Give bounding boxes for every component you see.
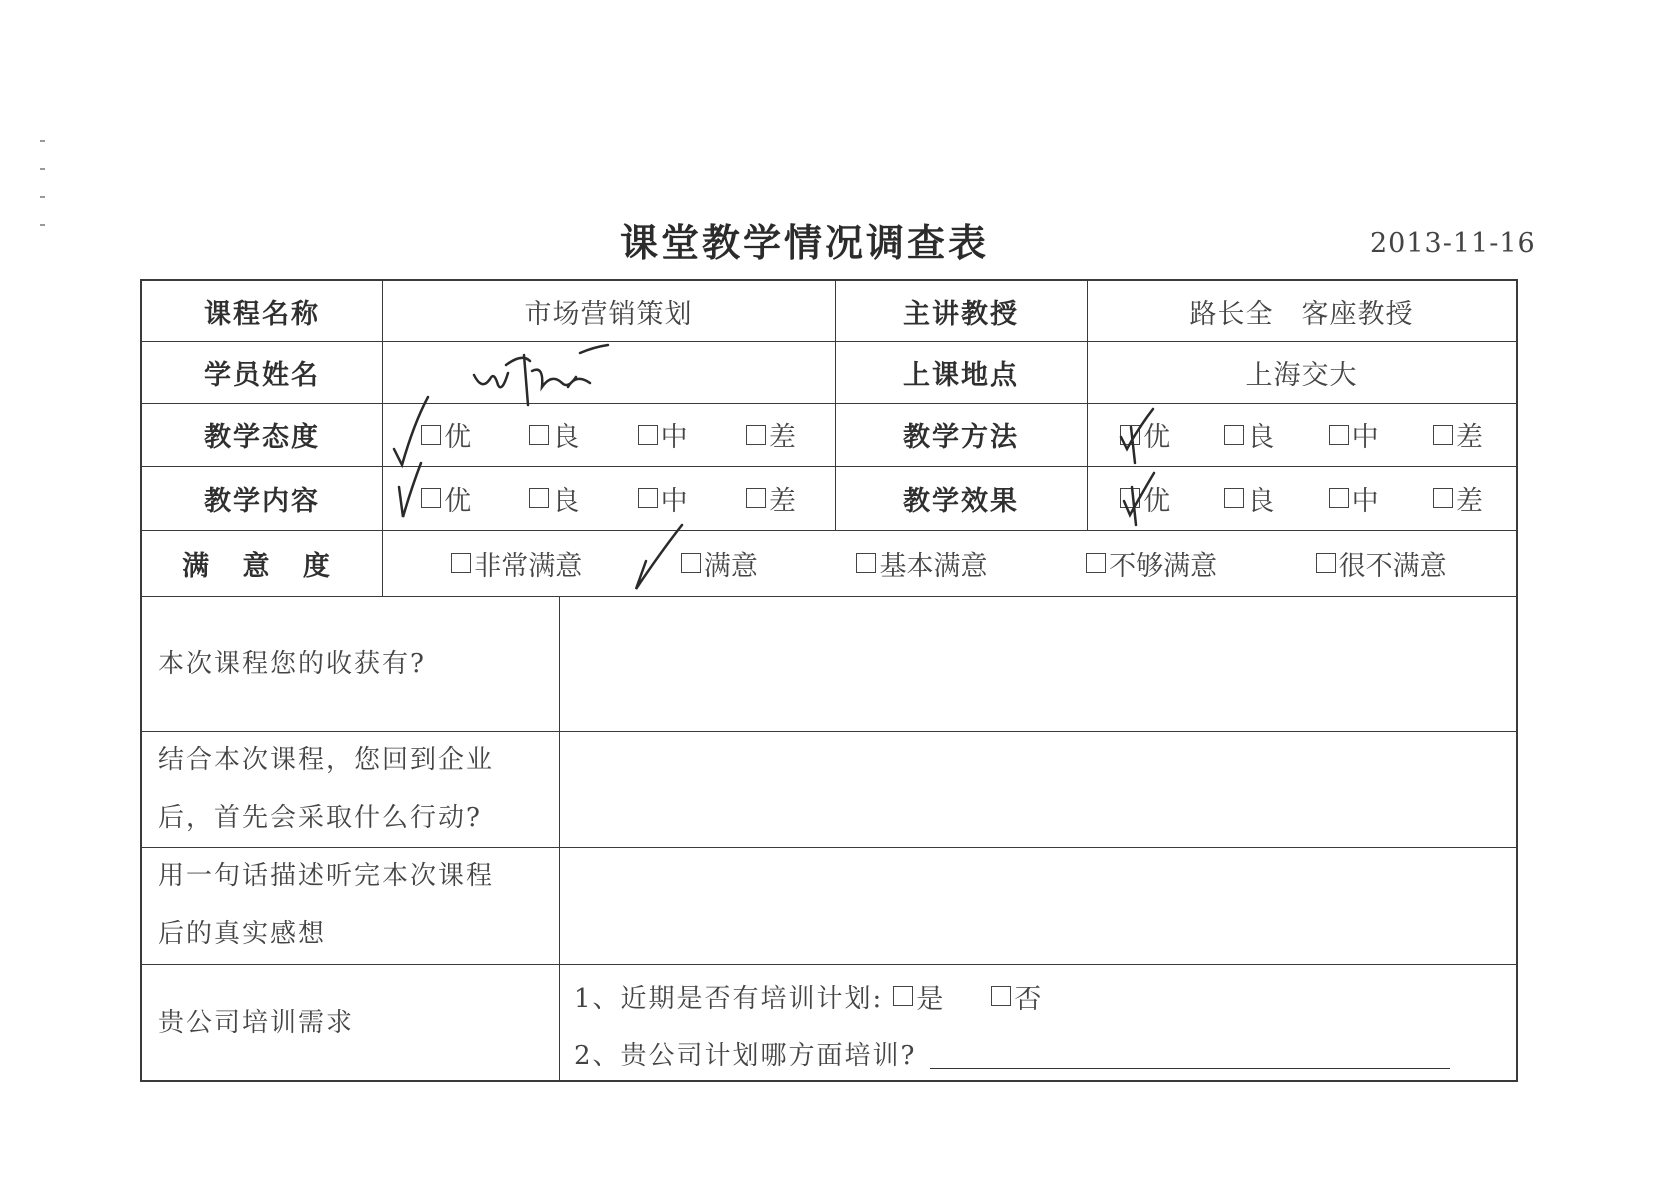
feeling-answer-field[interactable] bbox=[559, 847, 1516, 964]
satisfaction-option[interactable]: 满意 bbox=[681, 544, 758, 583]
checkbox[interactable] bbox=[893, 986, 913, 1006]
checkbox[interactable] bbox=[529, 488, 549, 508]
student-name-label: 学员姓名 bbox=[204, 359, 320, 391]
teaching-method-label: 教学方法 bbox=[903, 422, 1019, 453]
survey-form bbox=[140, 279, 1518, 1082]
training-area-question: 2、贵公司计划哪方面培训? bbox=[574, 1028, 1450, 1078]
checkbox[interactable] bbox=[746, 425, 766, 445]
satisfaction-option[interactable]: 非常满意 bbox=[451, 544, 582, 583]
gains-question: 本次课程您的收获有? bbox=[158, 648, 426, 679]
checkbox[interactable] bbox=[746, 488, 766, 508]
checkmark-satisfied bbox=[632, 523, 692, 593]
teaching-content-label: 教学内容 bbox=[204, 485, 320, 517]
training-plan-question: 1、近期是否有培训计划: 是 否 bbox=[574, 971, 1043, 1021]
teaching-attitude-option[interactable]: 中 bbox=[638, 415, 688, 454]
teaching-method-option[interactable]: 中 bbox=[1329, 415, 1379, 454]
action-answer-field[interactable] bbox=[559, 731, 1516, 847]
scan-marks bbox=[40, 140, 46, 252]
gains-answer-field[interactable] bbox=[559, 596, 1516, 731]
satisfaction-options bbox=[382, 530, 1516, 596]
training-needs-label: 贵公司培训需求 bbox=[158, 1008, 355, 1038]
teaching-attitude-label: 教学态度 bbox=[204, 422, 320, 453]
checkmark-effect-excellent bbox=[1122, 471, 1158, 531]
teaching-content-option[interactable]: 差 bbox=[746, 479, 796, 518]
checkbox[interactable] bbox=[991, 986, 1011, 1006]
teaching-content-option[interactable]: 良 bbox=[529, 479, 579, 518]
teaching-method-option[interactable]: 差 bbox=[1433, 415, 1483, 454]
checkbox[interactable] bbox=[638, 488, 658, 508]
training-area-field[interactable] bbox=[930, 1038, 1450, 1069]
teaching-method-option[interactable]: 良 bbox=[1224, 415, 1274, 454]
lecturer-label: 主讲教授 bbox=[903, 298, 1019, 330]
checkmark-attitude-excellent bbox=[392, 393, 432, 468]
checkbox[interactable] bbox=[1433, 488, 1453, 508]
satisfaction-option[interactable]: 很不满意 bbox=[1316, 544, 1447, 583]
checkbox[interactable] bbox=[1224, 425, 1244, 445]
teaching-method-option[interactable]: 优 bbox=[1120, 415, 1170, 454]
satisfaction-option[interactable]: 基本满意 bbox=[856, 544, 987, 583]
checkbox[interactable] bbox=[1224, 488, 1244, 508]
teaching-content-option[interactable]: 中 bbox=[638, 479, 688, 518]
feeling-question: 用一句话描述听完本次课程 后的真实感想 bbox=[158, 861, 495, 949]
action-question: 结合本次课程，您回到企业 后，首先会采取什么行动? bbox=[158, 745, 495, 833]
location-label: 上课地点 bbox=[903, 359, 1019, 391]
checkbox[interactable] bbox=[1329, 488, 1349, 508]
teaching-attitude-option[interactable]: 优 bbox=[421, 415, 471, 454]
checkmark-method-excellent bbox=[1119, 407, 1159, 467]
teaching-attitude-option[interactable]: 良 bbox=[529, 415, 579, 454]
checkbox[interactable] bbox=[529, 425, 549, 445]
checkbox[interactable] bbox=[638, 425, 658, 445]
teaching-effect-option[interactable]: 优 bbox=[1120, 479, 1170, 518]
checkbox[interactable] bbox=[856, 553, 876, 573]
teaching-content-option[interactable]: 优 bbox=[421, 479, 471, 518]
teaching-effect-label: 教学效果 bbox=[903, 485, 1019, 517]
teaching-effect-option[interactable]: 差 bbox=[1433, 479, 1483, 518]
checkbox[interactable] bbox=[1316, 553, 1336, 573]
checkbox[interactable] bbox=[1433, 425, 1453, 445]
form-date: 2013-11-16 bbox=[1370, 228, 1536, 259]
teaching-content-options bbox=[382, 466, 835, 530]
training-plan-no[interactable]: 否 bbox=[991, 977, 1043, 1016]
course-name-label: 课程名称 bbox=[204, 298, 320, 330]
teaching-attitude-option[interactable]: 差 bbox=[746, 415, 796, 454]
teaching-effect-option[interactable]: 良 bbox=[1224, 479, 1274, 518]
checkmark-content-excellent bbox=[395, 461, 425, 521]
teaching-effect-option[interactable]: 中 bbox=[1329, 479, 1379, 518]
training-plan-yes[interactable]: 是 bbox=[893, 977, 945, 1016]
checkbox[interactable] bbox=[1329, 425, 1349, 445]
satisfaction-option[interactable]: 不够满意 bbox=[1086, 544, 1217, 583]
checkbox[interactable] bbox=[1086, 553, 1106, 573]
satisfaction-label: 满 意 度 bbox=[182, 550, 342, 582]
location-value: 上海交大 bbox=[1245, 359, 1358, 391]
page-title: 课堂教学情况调查表 bbox=[620, 221, 990, 265]
course-name-value: 市场营销策划 bbox=[524, 298, 693, 330]
checkbox[interactable] bbox=[451, 553, 471, 573]
handwritten-signature bbox=[472, 343, 642, 413]
lecturer-value: 路长全 客座教授 bbox=[1189, 298, 1414, 330]
